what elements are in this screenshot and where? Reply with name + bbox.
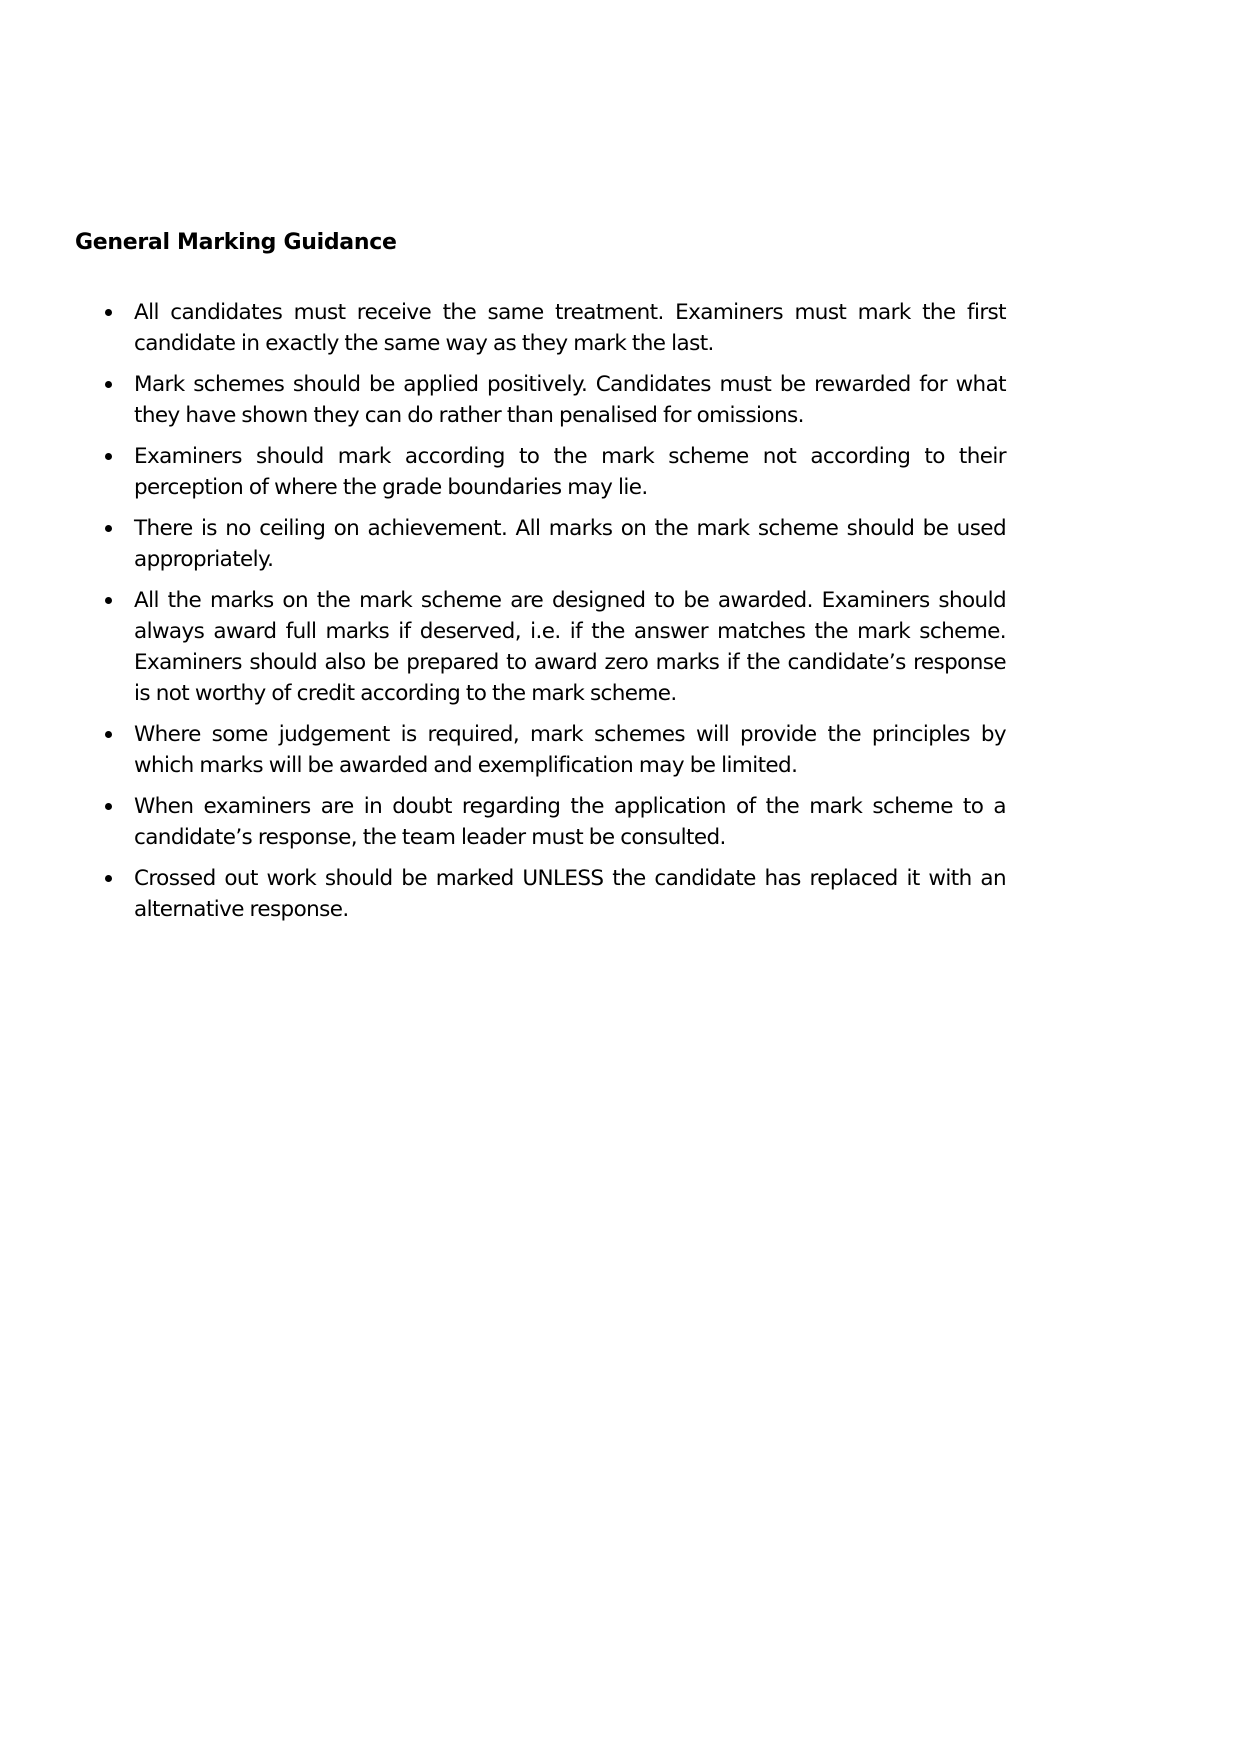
- bullet-icon: [105, 731, 112, 738]
- bullet-icon: [105, 525, 112, 532]
- bullet-icon: [105, 875, 112, 882]
- list-item: [134, 297, 1006, 359]
- list-item-text: Where some judgement is required, mark schemes will provide the principles by which marks will be awarded and exemplification may be limited.: [134, 722, 1006, 778]
- list-item-text: Mark schemes should be applied positively. Candidates must be rewarded for what they have shown they can do rather than penalised for omissions.: [134, 372, 1006, 428]
- page-title: General Marking Guidance: [75, 230, 397, 255]
- list-item: [134, 369, 1006, 431]
- bullet-icon: [105, 803, 112, 810]
- list-item-text: Examiners should mark according to the mark scheme not according to their perception of where the grade boundaries may lie.: [134, 444, 1006, 500]
- bullet-icon: [105, 597, 112, 604]
- guidance-list: [134, 297, 1006, 935]
- list-item-text: There is no ceiling on achievement. All marks on the mark scheme should be used appropriately.: [134, 516, 1006, 572]
- list-item-text: When examiners are in doubt regarding the application of the mark scheme to a candidate’s response, the team leader must be consulted.: [134, 794, 1006, 850]
- list-item: [134, 441, 1006, 503]
- bullet-icon: [105, 453, 112, 460]
- bullet-icon: [105, 381, 112, 388]
- list-item-text: All candidates must receive the same treatment. Examiners must mark the first candidate in exactly the same way as they mark the last.: [134, 300, 1006, 356]
- list-item-text: Crossed out work should be marked UNLESS the candidate has replaced it with an alternative response.: [134, 866, 1006, 922]
- list-item: [134, 863, 1006, 925]
- list-item: [134, 791, 1006, 853]
- list-item: [134, 719, 1006, 781]
- bullet-icon: [105, 309, 112, 316]
- list-item-text: All the marks on the mark scheme are designed to be awarded. Examiners should always award full marks if deserved, i.e. if the answer matches the mark scheme. Examiners should also be prepared to award zero marks if the candidate’s response is not worthy of credit according to the mark scheme.: [134, 588, 1006, 706]
- list-item: [134, 585, 1006, 709]
- list-item: [134, 513, 1006, 575]
